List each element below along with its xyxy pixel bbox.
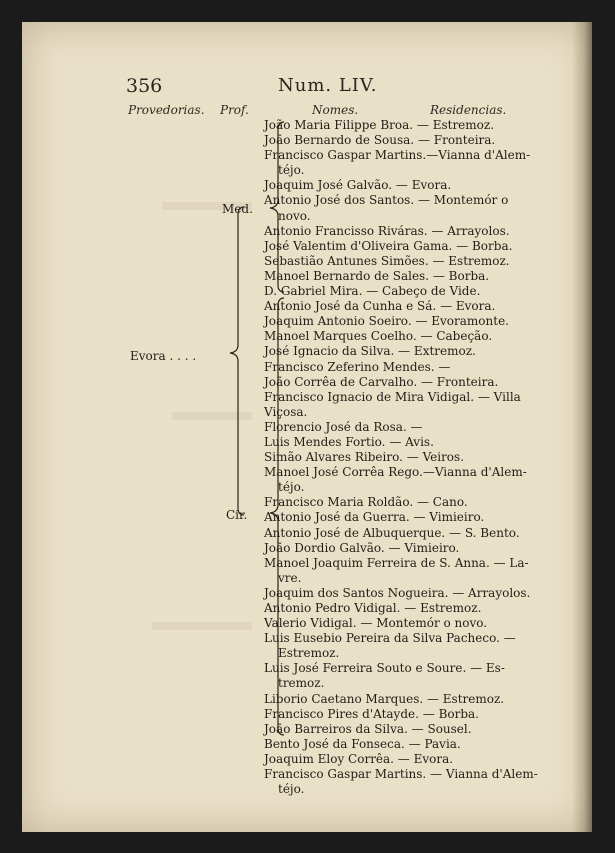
list-item: D. Gabriel Mira. — Cabeço de Vide. xyxy=(264,284,481,299)
list-item: Joaquim Antonio Soeiro. — Evoramonte. xyxy=(264,314,509,329)
list-item: Luis Eusebio Pereira da Silva Pacheco. — xyxy=(264,631,516,646)
group-label-medicos: Med. xyxy=(222,202,253,216)
list-item: Manoel José Corrêa Rego.—Vianna d'Alem- xyxy=(264,465,527,480)
list-item: Estremoz. xyxy=(278,646,340,661)
header-provedorias: Provedorias. xyxy=(128,103,205,117)
list-item: João Bernardo de Sousa. — Fronteira. xyxy=(264,133,496,148)
list-item: José Valentim d'Oliveira Gama. — Borba. xyxy=(264,238,513,253)
cirurgioes-group xyxy=(264,314,564,797)
list-item: Manoel Marques Coelho. — Cabeção. xyxy=(264,329,493,344)
list-item: téjo. xyxy=(278,782,305,797)
header-nomes: Nomes. xyxy=(312,103,359,117)
list-item: téjo. xyxy=(278,163,305,178)
list-item: tremoz. xyxy=(278,676,325,691)
medicos-group xyxy=(264,118,564,314)
list-item: João Corrêa de Carvalho. — Fronteira. xyxy=(264,374,499,389)
page-number: 356 xyxy=(126,75,163,97)
list-item: Manoel Bernardo de Sales. — Borba. xyxy=(264,268,490,283)
group-label-cirurgioes: Cir. xyxy=(226,508,248,522)
list-item: Antonio Francisso Riváras. — Arrayolos. xyxy=(264,223,510,238)
list-item: Liborio Caetano Marques. — Estremoz. xyxy=(264,691,505,706)
list-item: novo. xyxy=(278,208,311,223)
list-item: Sebastião Antunes Simões. — Estremoz. xyxy=(264,253,510,268)
provedoria-label: Evora . . . . xyxy=(130,349,197,363)
list-item: Valerio Vidigal. — Montemór o novo. xyxy=(264,616,488,631)
list-item: Viçosa. xyxy=(264,404,308,419)
list-item: Joaquim dos Santos Nogueira. — Arrayolos. xyxy=(264,585,531,600)
list-item: Florencio José da Rosa. — xyxy=(264,419,423,434)
list-item: Joaquim Eloy Corrêa. — Evora. xyxy=(264,751,454,766)
list-item: Antonio Pedro Vidigal. — Estremoz. xyxy=(264,601,482,615)
list-item: Joaquim José Galvão. — Evora. xyxy=(264,178,452,193)
list-item: Francisco Gaspar Martins.—Vianna d'Alem- xyxy=(264,148,531,163)
list-item: Francisco Pires d'Atayde. — Borba. xyxy=(264,706,479,721)
list-item: Luis Mendes Fortio. — Avis. xyxy=(264,434,434,449)
list-item: Francisco Gaspar Martins. — Vianna d'Alem- xyxy=(264,767,538,782)
list-item: João Maria Filippe Broa. — Estremoz. xyxy=(264,118,495,132)
list-item: João Dordio Galvão. — Vimieiro. xyxy=(264,540,460,555)
list-item: Manoel Joaquim Ferreira de S. Anna. — La- xyxy=(264,555,529,570)
list-item: Francisco Zeferino Mendes. — xyxy=(264,359,451,374)
list-item: Antonio José da Guerra. — Vimieiro. xyxy=(264,510,485,525)
header-residencias: Residencias. xyxy=(430,103,507,117)
list-item: Antonio José dos Santos. — Montemór o xyxy=(264,193,509,208)
header-prof: Prof. xyxy=(220,103,249,117)
list-item: vre. xyxy=(278,570,302,585)
list-item: João Barreiros da Silva. — Sousel. xyxy=(264,721,472,736)
list-item: José Ignacio da Silva. — Extremoz. xyxy=(264,344,476,359)
entries-list xyxy=(264,118,564,797)
list-item: Francisco Ignacio de Mira Vidigal. — Villa xyxy=(264,389,521,404)
page-title: Num. LIV. xyxy=(278,75,378,96)
list-item: téjo. xyxy=(278,480,305,495)
list-item: Bento José da Fonseca. — Pavia. xyxy=(264,736,461,751)
brace-evora xyxy=(230,207,244,515)
list-item: Luis José Ferreira Souto e Soure. — Es- xyxy=(264,661,505,676)
list-item: Antonio José da Cunha e Sá. — Evora. xyxy=(264,299,496,314)
list-item: Francisco Maria Roldão. — Cano. xyxy=(264,495,468,510)
list-item: Antonio José de Albuquerque. — S. Bento. xyxy=(264,525,520,540)
list-item: Simão Alvares Ribeiro. — Veiros. xyxy=(264,450,465,465)
